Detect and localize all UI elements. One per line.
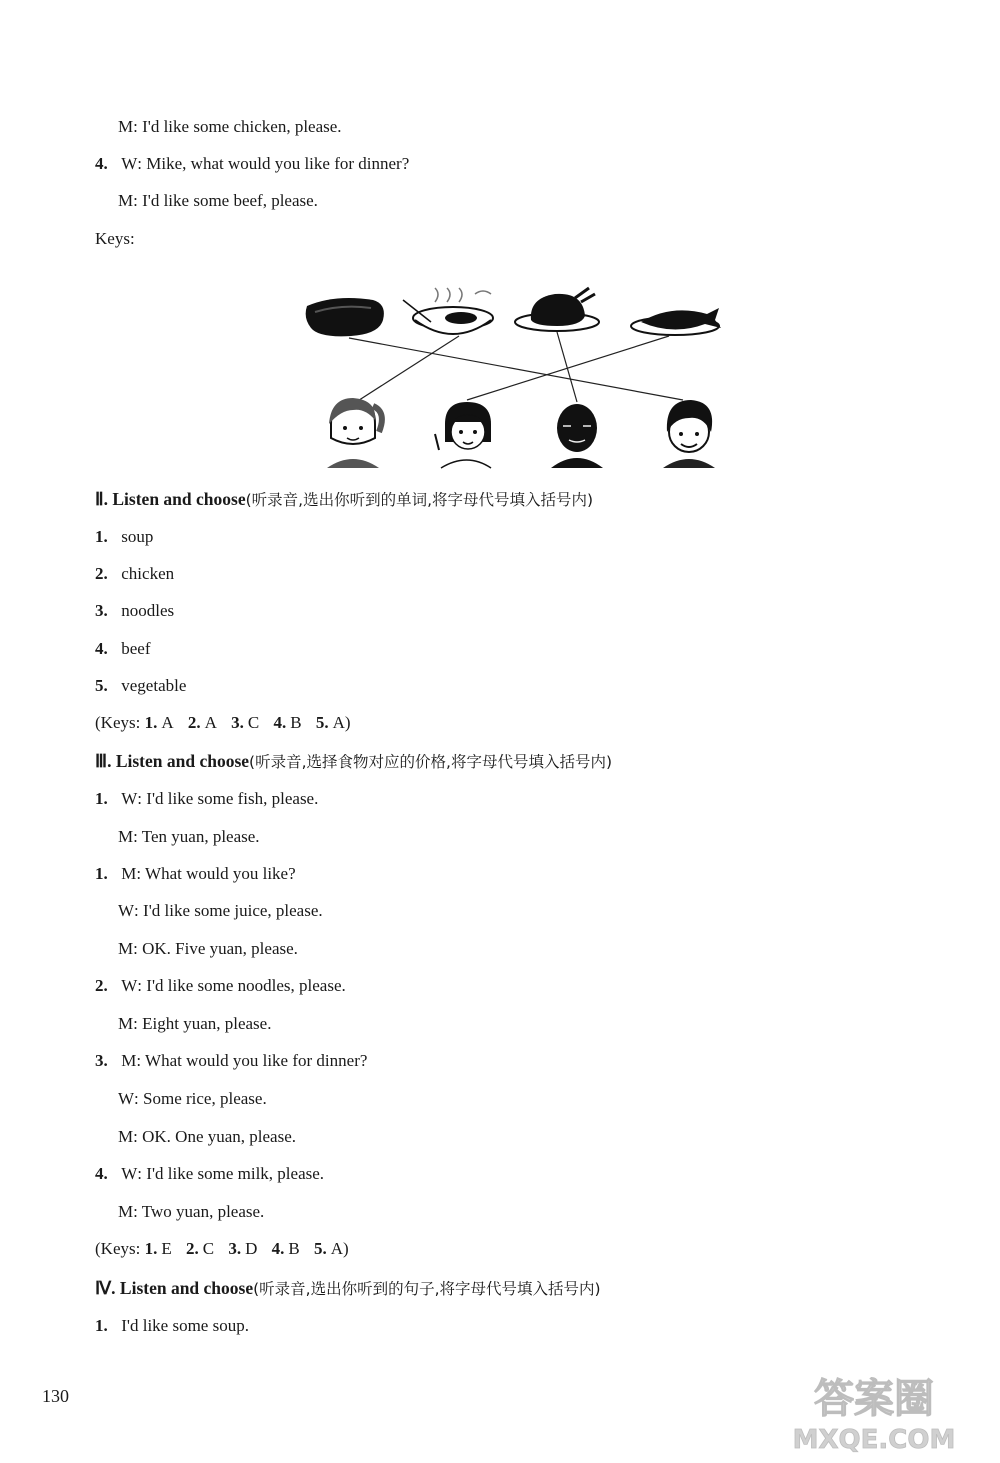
dialog-text: Ten yuan, please.: [141, 827, 260, 846]
boy-dark-icon: [551, 404, 603, 468]
speaker-label: W: [121, 976, 138, 995]
key-answer: A: [330, 1239, 343, 1258]
key-answer: A: [332, 713, 345, 732]
key-answer: C: [247, 713, 260, 732]
dialog-text: I'd like some juice, please.: [143, 901, 323, 920]
dialog-line: 4. W: Mike, what would you like for dinner?: [95, 154, 410, 173]
dialog-line: 1. W: I'd like some fish, please.: [95, 789, 319, 808]
dialog-text: What would you like?: [145, 864, 296, 883]
speaker-label: M: [118, 117, 134, 136]
dialog-text: Mike, what would you like for dinner?: [146, 154, 410, 173]
dialog-text: What would you like for dinner?: [145, 1051, 368, 1070]
item-number: 5.: [95, 676, 108, 695]
key-answer: B: [290, 713, 302, 732]
dialog-line: 4. W: I'd like some milk, please.: [95, 1164, 325, 1183]
answer-keys: [95, 1238, 349, 1260]
item-number: 2.: [95, 564, 108, 583]
boy-hair-icon: [663, 400, 715, 468]
section-number: Ⅳ.: [95, 1278, 116, 1298]
speaker-label: M: [118, 1014, 134, 1033]
key-number: 1.: [144, 1239, 158, 1258]
noodle-soup-icon: [403, 288, 493, 334]
keys-close: ): [344, 713, 351, 732]
dialog-line: W: I'd like some juice, please.: [118, 901, 323, 920]
item-number: 4.: [95, 1164, 108, 1183]
keys-open: (Keys:: [95, 1239, 141, 1258]
key-number: 4.: [273, 713, 287, 732]
item-text: chicken: [121, 564, 175, 583]
watermark-text: 答案圈: [814, 1376, 934, 1422]
speaker-label: W: [121, 154, 138, 173]
item-number: 1.: [95, 864, 108, 883]
item-number: 3.: [95, 1051, 108, 1070]
dialog-text: I'd like some noodles, please.: [146, 976, 346, 995]
item-number: 4.: [95, 154, 108, 173]
dialog-line: M: I'd like some beef, please.: [118, 191, 318, 210]
dialog-line: 2. W: I'd like some noodles, please.: [95, 976, 346, 995]
dialog-text: Some rice, please.: [143, 1089, 267, 1108]
speaker-label: M: [118, 191, 134, 210]
speaker-label: M: [121, 1051, 137, 1070]
section-heading: [95, 488, 593, 511]
dialog-text: I'd like some fish, please.: [146, 789, 319, 808]
beef-icon: [306, 298, 384, 336]
key-number: 1.: [144, 713, 158, 732]
section-heading: [95, 750, 612, 773]
dialog-line: M: I'd like some chicken, please.: [118, 117, 342, 136]
match-lines: [349, 332, 683, 404]
speaker-label: M: [118, 1127, 134, 1146]
dialog-text: Two yuan, please.: [141, 1202, 265, 1221]
key-number: 2.: [187, 713, 201, 732]
matching-illustration: [295, 282, 735, 474]
watermark-domain: MXQE.COM: [792, 1425, 956, 1454]
item-text: beef: [121, 639, 151, 658]
keys-label: Keys:: [95, 229, 135, 248]
item-number: 3.: [95, 601, 108, 620]
section-number: Ⅱ.: [95, 489, 108, 509]
key-number: 2.: [185, 1239, 199, 1258]
speaker-label: M: [118, 827, 134, 846]
list-item: [95, 675, 186, 697]
dialog-line: M: Two yuan, please.: [118, 1202, 265, 1221]
key-number: 3.: [231, 713, 244, 732]
section-title: Listen and choose: [115, 751, 250, 771]
dialog-line: M: Eight yuan, please.: [118, 1014, 272, 1033]
speaker-label: W: [118, 1089, 135, 1108]
key-answer: E: [161, 1239, 172, 1258]
answer-keys: [95, 712, 351, 734]
key-answer: A: [204, 713, 217, 732]
key-number: 3.: [228, 1239, 242, 1258]
key-number: 5.: [313, 1239, 327, 1258]
list-item: [95, 563, 174, 585]
key-number: 4.: [271, 1239, 285, 1258]
key-number: 5.: [315, 713, 329, 732]
dialog-text: OK. Five yuan, please.: [142, 939, 298, 958]
dialog-text: I'd like some beef, please.: [142, 191, 318, 210]
list-item: [95, 526, 153, 548]
page-number: 130: [42, 1386, 69, 1406]
girl-bob-icon: [435, 402, 491, 468]
chicken-icon: [515, 288, 599, 331]
dialog-line: M: OK. Five yuan, please.: [118, 939, 298, 958]
girl-ponytail-icon: [327, 398, 382, 468]
dialog-line: M: OK. One yuan, please.: [118, 1127, 297, 1146]
section-number: Ⅲ.: [95, 751, 112, 771]
item-text: soup: [121, 527, 154, 546]
item-text: noodles: [121, 601, 175, 620]
section-title: Listen and choose: [119, 1278, 254, 1298]
section-instruction: (听录音,选择食物对应的价格,将字母代号填入括号内): [249, 753, 612, 771]
dialog-line: M: Ten yuan, please.: [118, 827, 260, 846]
dialog-line: 1. M: What would you like?: [95, 864, 296, 883]
fish-icon: [631, 308, 721, 335]
item-number: 1.: [95, 1316, 108, 1335]
list-item: [95, 600, 174, 622]
item-text: I'd like some soup.: [121, 1316, 249, 1335]
speaker-label: M: [121, 864, 137, 883]
key-answer: A: [161, 713, 174, 732]
item-number: 1.: [95, 527, 108, 546]
speaker-label: W: [118, 901, 135, 920]
dialog-line: 3. M: What would you like for dinner?: [95, 1051, 368, 1070]
list-item: [95, 1315, 249, 1337]
list-item: [95, 638, 151, 660]
item-number: 4.: [95, 639, 108, 658]
item-text: vegetable: [121, 676, 187, 695]
speaker-label: W: [121, 789, 138, 808]
dialog-line: W: Some rice, please.: [118, 1089, 267, 1108]
item-number: 1.: [95, 789, 108, 808]
keys-open: (Keys:: [95, 713, 141, 732]
section-instruction: (听录音,选出你听到的单词,将字母代号填入括号内): [245, 491, 594, 509]
keys-close: ): [342, 1239, 349, 1258]
key-answer: C: [202, 1239, 215, 1258]
key-answer: B: [288, 1239, 300, 1258]
dialog-text: Eight yuan, please.: [142, 1014, 272, 1033]
section-title: Listen and choose: [112, 489, 246, 509]
section-instruction: (听录音,选出你听到的句子,将字母代号填入括号内): [253, 1280, 601, 1298]
dialog-text: I'd like some milk, please.: [146, 1164, 325, 1183]
dialog-text: I'd like some chicken, please.: [142, 117, 342, 136]
speaker-label: M: [118, 939, 134, 958]
speaker-label: W: [121, 1164, 138, 1183]
dialog-text: OK. One yuan, please.: [142, 1127, 297, 1146]
watermark-logo: [758, 1368, 990, 1454]
key-answer: D: [245, 1239, 258, 1258]
item-number: 2.: [95, 976, 108, 995]
speaker-label: M: [118, 1202, 134, 1221]
section-heading: [95, 1277, 601, 1300]
